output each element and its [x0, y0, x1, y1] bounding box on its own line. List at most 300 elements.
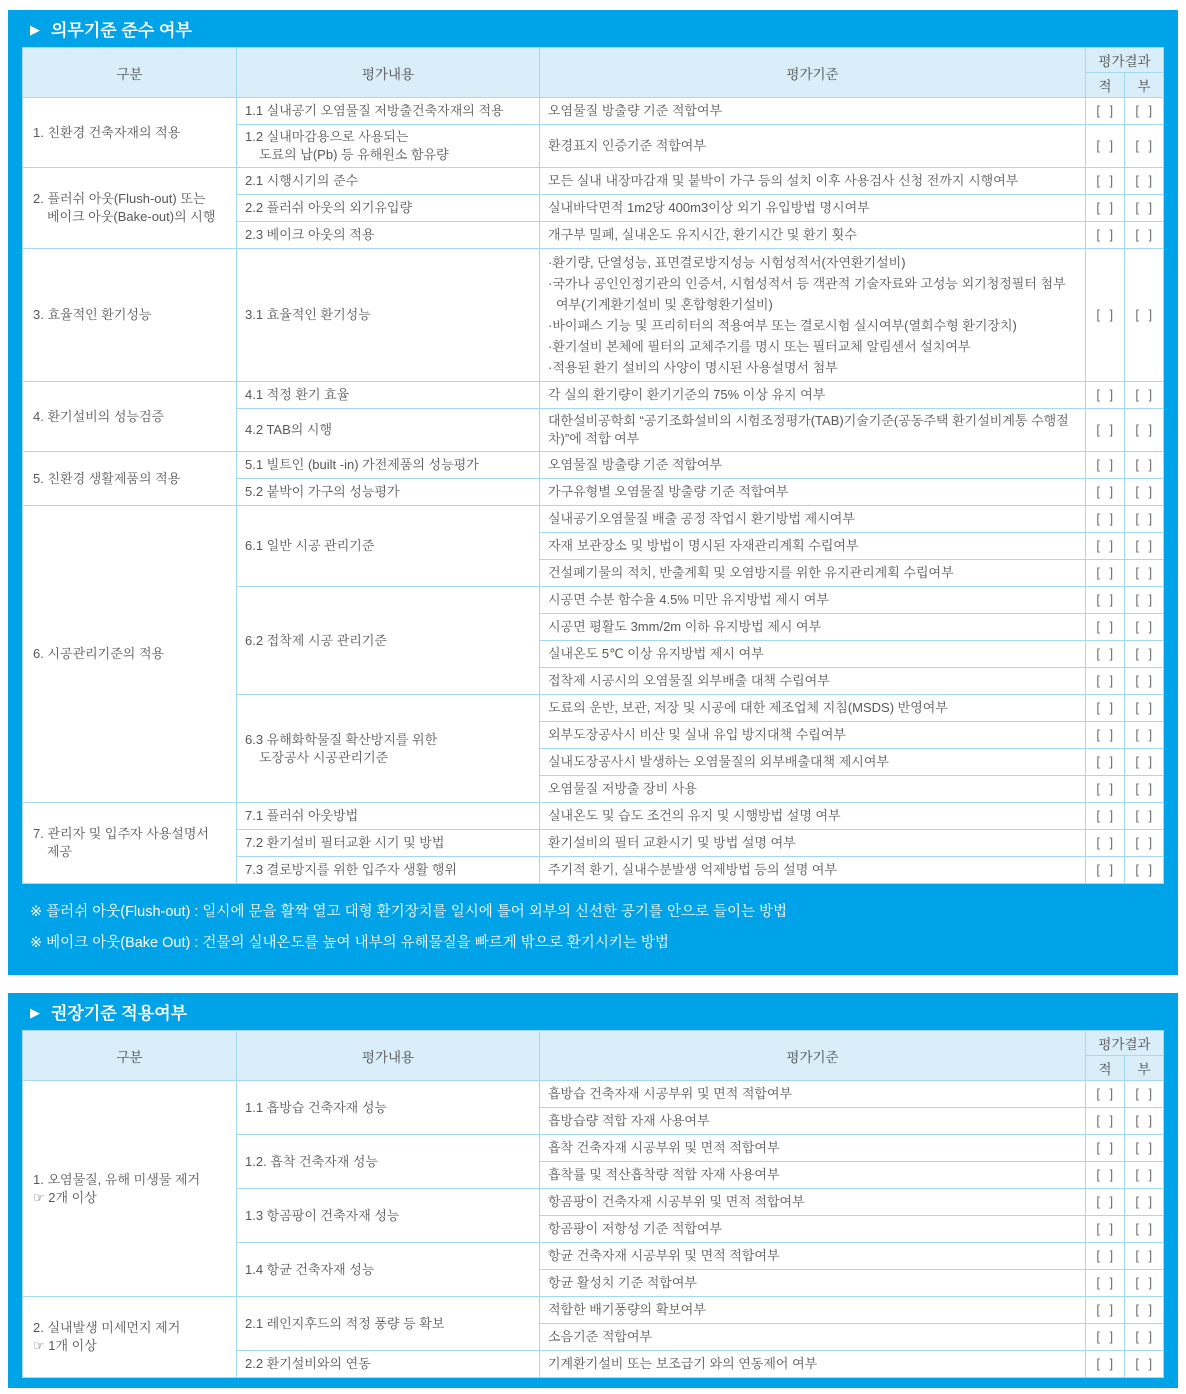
- checkbox-pass-cell[interactable]: [1086, 1135, 1125, 1162]
- checkbox-fail-cell[interactable]: [1125, 1135, 1164, 1162]
- checkbox-fail-brackets[interactable]: [ ]: [1135, 781, 1153, 796]
- checkbox-pass-brackets[interactable]: [ ]: [1096, 862, 1114, 877]
- criteria-cell: [540, 749, 1086, 776]
- checkbox-fail-cell[interactable]: [1125, 668, 1164, 695]
- content-line: 7.2 환기설비 필터교환 시기 및 방법: [245, 835, 445, 850]
- content-cell: [237, 1243, 540, 1297]
- criteria-cell: [540, 452, 1086, 479]
- checkbox-pass-cell[interactable]: [1086, 1297, 1125, 1324]
- checkbox-fail-cell[interactable]: [1125, 479, 1164, 506]
- checkbox-fail-cell[interactable]: [1125, 722, 1164, 749]
- category-cell: [23, 803, 237, 884]
- checkbox-fail-cell[interactable]: [1125, 125, 1164, 168]
- checkbox-fail-cell[interactable]: [1125, 749, 1164, 776]
- checkbox-fail-cell[interactable]: [1125, 1189, 1164, 1216]
- content-line: 2.1 시행시기의 준수: [245, 173, 359, 188]
- criteria-line: 도료의 운반, 보관, 저장 및 시공에 대한 제조업체 지침(MSDS) 반영여부: [548, 700, 948, 715]
- criteria-line: 가구유형별 오염물질 방출량 기준 적합여부: [548, 484, 789, 499]
- checkbox-fail-cell[interactable]: [1125, 641, 1164, 668]
- checkbox-fail-brackets[interactable]: [ ]: [1135, 700, 1153, 715]
- content-line: 7.3 결로방지를 위한 입주자 생활 행위: [245, 862, 457, 877]
- checkbox-fail-brackets[interactable]: [ ]: [1135, 511, 1153, 526]
- table-body: [23, 98, 1164, 884]
- checkbox-pass-cell[interactable]: [1086, 803, 1125, 830]
- criteria-line: ·바이패스 기능 및 프리히터의 적용여부 또는 결로시험 실시여부(열회수형 환기장치): [548, 318, 1017, 333]
- checkbox-pass-cell[interactable]: [1086, 1243, 1125, 1270]
- checkbox-fail-cell[interactable]: [1125, 249, 1164, 382]
- panel-title-mandatory: [22, 10, 1164, 47]
- content-line: 2.1 레인지후드의 적정 풍량 등 확보: [245, 1315, 445, 1331]
- criteria-cell: [540, 614, 1086, 641]
- checkbox-pass-brackets[interactable]: [ ]: [1096, 673, 1114, 688]
- criteria-line: 실내바닥면적 1m2당 400m3이상 외기 유입방법 명시여부: [548, 200, 870, 215]
- criteria-cell: [540, 249, 1086, 382]
- checkbox-pass-cell[interactable]: [1086, 1108, 1125, 1135]
- content-line: 4.1 적정 환기 효율: [245, 387, 350, 402]
- checkbox-fail-cell[interactable]: [1125, 1081, 1164, 1108]
- checkbox-fail-cell[interactable]: [1125, 776, 1164, 803]
- content-cell: [237, 1351, 540, 1378]
- checkbox-pass-cell[interactable]: [1086, 479, 1125, 506]
- checkbox-pass-cell[interactable]: [1086, 168, 1125, 195]
- checkbox-fail-cell[interactable]: [1125, 98, 1164, 125]
- checkbox-pass-cell[interactable]: [1086, 1270, 1125, 1297]
- checkbox-fail-cell[interactable]: [1125, 1243, 1164, 1270]
- criteria-line: 흡착 건축자재 시공부위 및 면적 적합여부: [548, 1140, 780, 1155]
- criteria-cell: [540, 803, 1086, 830]
- criteria-line: ·환기량, 단열성능, 표면결로방지성능 시험성적서(자연환기설비): [548, 255, 906, 270]
- checkbox-fail-brackets[interactable]: [ ]: [1135, 484, 1153, 499]
- criteria-line: 환기설비의 필터 교환시기 및 방법 설명 여부: [548, 835, 796, 850]
- criteria-line: 적합한 배기풍량의 확보여부: [548, 1302, 706, 1317]
- header-fail: 부: [1125, 1056, 1164, 1081]
- checkbox-pass-brackets[interactable]: [ ]: [1096, 700, 1114, 715]
- panel-mandatory-standards: [8, 10, 1178, 975]
- content-cell: [237, 587, 540, 695]
- criteria-line: 주기적 환기, 실내수분발생 억제방법 등의 설명 여부: [548, 862, 838, 877]
- criteria-line: ·국가나 공인인정기관의 인증서, 시험성적서 등 객관적 기술자료와 고성능 외기청정필터 첨부여부(기계환기설비 및 혼합형환기설비): [548, 276, 1066, 312]
- content-line: 2.2 플러쉬 아웃의 외기유입량: [245, 200, 413, 215]
- checkbox-pass-cell[interactable]: [1086, 1189, 1125, 1216]
- criteria-cell: [540, 1216, 1086, 1243]
- checkbox-fail-brackets[interactable]: [ ]: [1135, 1194, 1153, 1209]
- content-line: 5.1 빌트인 (built -in) 가전제품의 성능평가: [245, 457, 479, 472]
- checkbox-pass-cell[interactable]: [1086, 506, 1125, 533]
- criteria-line: 시공면 평활도 3mm/2m 이하 유지방법 제시 여부: [548, 619, 822, 634]
- checkbox-fail-cell[interactable]: [1125, 1216, 1164, 1243]
- checkbox-fail-brackets[interactable]: [ ]: [1135, 1356, 1153, 1371]
- content-line: 1.2 실내마감용으로 사용되는: [245, 129, 409, 144]
- criteria-row: [23, 98, 1164, 125]
- criteria-line: 외부도장공사시 비산 및 실내 유입 방지대책 수립여부: [548, 727, 846, 742]
- checkbox-fail-cell[interactable]: [1125, 168, 1164, 195]
- criteria-cell: [540, 560, 1086, 587]
- content-cell: [237, 1297, 540, 1351]
- criteria-cell: [540, 1162, 1086, 1189]
- footnote-bake-out: ※ 베이크 아웃(Bake Out) : 건물의 실내온도를 높여 내부의 유해물질을 빠르게 밖으로 환기시키는 방법: [30, 935, 669, 951]
- checkbox-pass-brackets[interactable]: [ ]: [1096, 565, 1114, 580]
- content-line: 1.3 항곰팡이 건축자재 성능: [245, 1207, 400, 1223]
- criteria-line: 흡착률 및 적산흡착량 적합 자재 사용여부: [548, 1167, 780, 1182]
- checkbox-pass-cell[interactable]: [1086, 249, 1125, 382]
- criteria-row: [23, 249, 1164, 382]
- content-line: 2.3 베이크 아웃의 적용: [245, 227, 375, 242]
- criteria-line: 시공면 수분 함수율 4.5% 미만 유지방법 제시 여부: [548, 592, 829, 607]
- category-line: ☞ 2개 이상: [33, 1189, 97, 1205]
- checkbox-fail-cell[interactable]: [1125, 1351, 1164, 1378]
- checkbox-fail-brackets[interactable]: [ ]: [1135, 457, 1153, 472]
- checkbox-pass-cell[interactable]: [1086, 722, 1125, 749]
- checkbox-pass-cell[interactable]: [1086, 98, 1125, 125]
- criteria-line: 흡방습 건축자재 시공부위 및 면적 적합여부: [548, 1086, 793, 1101]
- category-cell: [23, 1297, 237, 1378]
- checkbox-pass-brackets[interactable]: [ ]: [1096, 1275, 1114, 1290]
- criteria-cell: [540, 1189, 1086, 1216]
- checkbox-pass-brackets[interactable]: [ ]: [1096, 227, 1114, 242]
- criteria-line: 오염물질 저방출 장비 사용: [548, 781, 697, 796]
- checkbox-pass-cell[interactable]: [1086, 857, 1125, 884]
- criteria-cell: [540, 1081, 1086, 1108]
- checkbox-pass-cell[interactable]: [1086, 195, 1125, 222]
- criteria-cell: [540, 1270, 1086, 1297]
- criteria-cell: [540, 641, 1086, 668]
- criteria-cell: [540, 668, 1086, 695]
- checkbox-pass-brackets[interactable]: [ ]: [1096, 592, 1114, 607]
- content-line: 1.1 흡방습 건축자재 성능: [245, 1099, 387, 1115]
- checkbox-pass-brackets[interactable]: [ ]: [1096, 646, 1114, 661]
- category-cell: [23, 506, 237, 803]
- checkbox-fail-brackets[interactable]: [ ]: [1135, 103, 1153, 118]
- category-line: 베이크 아웃(Bake-out)의 시행: [47, 209, 216, 224]
- checkbox-fail-brackets[interactable]: [ ]: [1135, 200, 1153, 215]
- checkbox-fail-cell[interactable]: [1125, 506, 1164, 533]
- checkbox-fail-cell[interactable]: [1125, 1270, 1164, 1297]
- checkbox-pass-cell[interactable]: [1086, 776, 1125, 803]
- category-line: 4. 환기설비의 성능검증: [33, 408, 165, 424]
- checkbox-pass-brackets[interactable]: [ ]: [1096, 1329, 1114, 1344]
- header-row: [23, 48, 1164, 73]
- content-cell: [237, 452, 540, 479]
- checkbox-pass-cell[interactable]: [1086, 533, 1125, 560]
- checkbox-pass-cell[interactable]: [1086, 830, 1125, 857]
- criteria-cell: [540, 506, 1086, 533]
- checkbox-pass-brackets[interactable]: [ ]: [1096, 1356, 1114, 1371]
- criteria-line: 흡방습량 적합 자재 사용여부: [548, 1113, 710, 1128]
- content-cell: [237, 506, 540, 587]
- checkbox-pass-cell[interactable]: [1086, 222, 1125, 249]
- header-category: 구분: [23, 1031, 237, 1081]
- criteria-cell: [540, 98, 1086, 125]
- criteria-cell: [540, 830, 1086, 857]
- criteria-line: 접착제 시공시의 오염물질 외부배출 대책 수립여부: [548, 673, 830, 688]
- content-cell: [237, 168, 540, 195]
- checkbox-pass-brackets[interactable]: [ ]: [1096, 754, 1114, 769]
- content-line: 도장공사 시공관리기준: [259, 749, 389, 765]
- checkbox-fail-cell[interactable]: [1125, 1162, 1164, 1189]
- content-line: 4.2 TAB의 시행: [245, 422, 333, 437]
- checkbox-pass-brackets[interactable]: [ ]: [1096, 484, 1114, 499]
- mandatory-standards-table: [22, 47, 1164, 884]
- checkbox-fail-brackets[interactable]: [ ]: [1135, 619, 1153, 634]
- checkbox-pass-cell[interactable]: [1086, 1324, 1125, 1351]
- criteria-line: 항곰팡이 건축자재 시공부위 및 면적 적합여부: [548, 1194, 805, 1209]
- content-cell: [237, 98, 540, 125]
- checkbox-pass-cell[interactable]: [1086, 1162, 1125, 1189]
- footnotes: [22, 884, 1164, 965]
- checkbox-fail-brackets[interactable]: [ ]: [1135, 1221, 1153, 1236]
- content-line: 1.4 항균 건축자재 성능: [245, 1261, 375, 1277]
- category-line: 2. 실내발생 미세먼지 제거: [33, 1320, 181, 1335]
- checkbox-pass-brackets[interactable]: [ ]: [1096, 307, 1114, 322]
- criteria-cell: [540, 195, 1086, 222]
- content-cell: [237, 1189, 540, 1243]
- criteria-cell: [540, 533, 1086, 560]
- content-cell: [237, 222, 540, 249]
- checkbox-fail-brackets[interactable]: [ ]: [1135, 227, 1153, 242]
- category-line: ☞ 1개 이상: [33, 1338, 97, 1353]
- content-cell: [237, 830, 540, 857]
- checkbox-fail-brackets[interactable]: [ ]: [1135, 673, 1153, 688]
- checkbox-fail-brackets[interactable]: [ ]: [1135, 1086, 1153, 1101]
- criteria-row: [23, 803, 1164, 830]
- checkbox-fail-brackets[interactable]: [ ]: [1135, 538, 1153, 553]
- category-line: 2. 플러쉬 아웃(Flush-out) 또는: [33, 191, 206, 206]
- checkbox-pass-brackets[interactable]: [ ]: [1096, 200, 1114, 215]
- checkbox-pass-brackets[interactable]: [ ]: [1096, 1140, 1114, 1155]
- criteria-cell: [540, 479, 1086, 506]
- checkbox-fail-cell[interactable]: [1125, 857, 1164, 884]
- checkbox-fail-cell[interactable]: [1125, 195, 1164, 222]
- checkbox-fail-brackets[interactable]: [ ]: [1135, 754, 1153, 769]
- checkbox-fail-brackets[interactable]: [ ]: [1135, 1140, 1153, 1155]
- checkbox-fail-brackets[interactable]: [ ]: [1135, 1167, 1153, 1182]
- checkbox-pass-brackets[interactable]: [ ]: [1096, 835, 1114, 850]
- content-line: 6.3 유해화학물질 확산방지를 위한: [245, 731, 438, 747]
- checkbox-fail-cell[interactable]: [1125, 533, 1164, 560]
- checkbox-fail-cell[interactable]: [1125, 614, 1164, 641]
- checkbox-pass-brackets[interactable]: [ ]: [1096, 538, 1114, 553]
- category-cell: [23, 1081, 237, 1297]
- table-body: [23, 1081, 1164, 1378]
- header-pass: 적: [1086, 1056, 1125, 1081]
- criteria-cell: [540, 382, 1086, 409]
- checkbox-pass-brackets[interactable]: [ ]: [1096, 422, 1114, 437]
- criteria-line: 모든 실내 내장마감재 및 붙박이 가구 등의 설치 이후 사용검사 신청 전까지 시행여부: [548, 173, 1019, 188]
- criteria-line: 오염물질 방출량 기준 적합여부: [548, 103, 723, 118]
- criteria-row: [23, 506, 1164, 533]
- checkbox-pass-cell[interactable]: [1086, 668, 1125, 695]
- header-result: 평가결과: [1086, 48, 1164, 73]
- criteria-line: 자재 보관장소 및 방법이 명시된 자재관리계획 수립여부: [548, 538, 859, 553]
- criteria-line: 실내도장공사시 발생하는 오염물질의 외부배출대책 제시여부: [548, 754, 889, 769]
- checkbox-pass-cell[interactable]: [1086, 452, 1125, 479]
- checkbox-pass-brackets[interactable]: [ ]: [1096, 1302, 1114, 1317]
- content-line: 1.2. 흡착 건축자재 성능: [245, 1153, 378, 1169]
- criteria-line: 개구부 밀폐, 실내온도 유지시간, 환기시간 및 환기 횟수: [548, 227, 857, 242]
- checkbox-fail-brackets[interactable]: [ ]: [1135, 862, 1153, 877]
- content-cell: [237, 479, 540, 506]
- criteria-line: 대한설비공학회 “공기조화설비의 시험조정평가(TAB)기술기준(공동주택 환기설비계통 수행절차)”에 적합 여부: [548, 413, 1069, 446]
- header-category: 구분: [23, 48, 237, 98]
- criteria-cell: [540, 587, 1086, 614]
- checkbox-pass-brackets[interactable]: [ ]: [1096, 781, 1114, 796]
- checkbox-pass-brackets[interactable]: [ ]: [1096, 727, 1114, 742]
- checkbox-pass-brackets[interactable]: [ ]: [1096, 1167, 1114, 1182]
- category-cell: [23, 382, 237, 452]
- checkbox-pass-cell[interactable]: [1086, 125, 1125, 168]
- header-content: 평가내용: [237, 48, 540, 98]
- criteria-line: 소음기준 적합여부: [548, 1329, 653, 1344]
- checkbox-fail-brackets[interactable]: [ ]: [1135, 307, 1153, 322]
- criteria-cell: [540, 1351, 1086, 1378]
- criteria-line: 항곰팡이 저항성 기준 적합여부: [548, 1221, 723, 1236]
- criteria-row: [23, 1081, 1164, 1108]
- checkbox-fail-brackets[interactable]: [ ]: [1135, 646, 1153, 661]
- checkbox-fail-brackets[interactable]: [ ]: [1135, 1113, 1153, 1128]
- criteria-row: [23, 1297, 1164, 1324]
- checkbox-pass-cell[interactable]: [1086, 1351, 1125, 1378]
- checkbox-fail-brackets[interactable]: [ ]: [1135, 422, 1153, 437]
- checkbox-fail-brackets[interactable]: [ ]: [1135, 808, 1153, 823]
- checkbox-fail-brackets[interactable]: [ ]: [1135, 727, 1153, 742]
- content-line: 2.2 환기설비와의 연동: [245, 1356, 371, 1371]
- criteria-cell: [540, 168, 1086, 195]
- category-line: 제공: [47, 844, 73, 859]
- criteria-cell: [540, 1297, 1086, 1324]
- criteria-row: [23, 168, 1164, 195]
- checkbox-fail-brackets[interactable]: [ ]: [1135, 387, 1153, 402]
- criteria-cell: [540, 1243, 1086, 1270]
- criteria-cell: [540, 222, 1086, 249]
- checkbox-fail-cell[interactable]: [1125, 695, 1164, 722]
- criteria-line: 항균 건축자재 시공부위 및 면적 적합여부: [548, 1248, 780, 1263]
- checkbox-fail-brackets[interactable]: [ ]: [1135, 592, 1153, 607]
- checkbox-fail-cell[interactable]: [1125, 1108, 1164, 1135]
- triangle-bullet-icon: ▶: [30, 1005, 40, 1020]
- content-cell: [237, 125, 540, 168]
- checkbox-pass-cell[interactable]: [1086, 614, 1125, 641]
- checkbox-pass-brackets[interactable]: [ ]: [1096, 1221, 1114, 1236]
- criteria-line: 건설폐기물의 적치, 반출계획 및 오염방지를 위한 유지관리계획 수립여부: [548, 565, 954, 580]
- content-line: 6.2 접착제 시공 관리기준: [245, 632, 387, 648]
- checkbox-pass-cell[interactable]: [1086, 1216, 1125, 1243]
- checkbox-fail-cell[interactable]: [1125, 409, 1164, 452]
- checkbox-pass-cell[interactable]: [1086, 749, 1125, 776]
- checkbox-pass-brackets[interactable]: [ ]: [1096, 1086, 1114, 1101]
- content-cell: [237, 695, 540, 803]
- checkbox-fail-cell[interactable]: [1125, 1297, 1164, 1324]
- checkbox-fail-cell[interactable]: [1125, 587, 1164, 614]
- criteria-cell: [540, 695, 1086, 722]
- checkbox-pass-brackets[interactable]: [ ]: [1096, 103, 1114, 118]
- header-criteria: 평가기준: [540, 1031, 1086, 1081]
- checkbox-fail-brackets[interactable]: [ ]: [1135, 1248, 1153, 1263]
- content-line: 1.1 실내공기 오염물질 저방출건축자재의 적용: [245, 103, 504, 118]
- checkbox-pass-brackets[interactable]: [ ]: [1096, 138, 1114, 153]
- category-line: 1. 오염물질, 유해 미생물 제거: [33, 1171, 201, 1187]
- criteria-cell: [540, 1108, 1086, 1135]
- checkbox-fail-cell[interactable]: [1125, 452, 1164, 479]
- criteria-line: ·적용된 환기 설비의 사양이 명시된 사용설명서 첨부: [548, 360, 838, 375]
- header-content: 평가내용: [237, 1031, 540, 1081]
- category-line: 5. 친환경 생활제품의 적용: [33, 470, 181, 486]
- category-line: 3. 효율적인 환기성능: [33, 307, 152, 322]
- content-cell: [237, 195, 540, 222]
- content-cell: [237, 803, 540, 830]
- checkbox-fail-brackets[interactable]: [ ]: [1135, 1275, 1153, 1290]
- checkbox-pass-cell[interactable]: [1086, 409, 1125, 452]
- checkbox-pass-brackets[interactable]: [ ]: [1096, 1194, 1114, 1209]
- criteria-line: 실내온도 및 습도 조건의 유지 및 시행방법 설명 여부: [548, 808, 841, 823]
- checkbox-fail-cell[interactable]: [1125, 1324, 1164, 1351]
- checkbox-pass-brackets[interactable]: [ ]: [1096, 173, 1114, 188]
- checkbox-pass-cell[interactable]: [1086, 587, 1125, 614]
- checkbox-fail-brackets[interactable]: [ ]: [1135, 1329, 1153, 1344]
- checkbox-fail-brackets[interactable]: [ ]: [1135, 565, 1153, 580]
- category-line: 6. 시공관리기준의 적용: [33, 646, 165, 661]
- checkbox-fail-brackets[interactable]: [ ]: [1135, 1302, 1153, 1317]
- criteria-cell: [540, 857, 1086, 884]
- content-cell: [237, 857, 540, 884]
- criteria-cell: [540, 1324, 1086, 1351]
- content-line: 3.1 효율적인 환기성능: [245, 307, 371, 322]
- triangle-bullet-icon: ▶: [30, 22, 40, 37]
- checkbox-pass-brackets[interactable]: [ ]: [1096, 1248, 1114, 1263]
- panel-title-text: 의무기준 준수 여부: [51, 21, 192, 40]
- checkbox-pass-brackets[interactable]: [ ]: [1096, 511, 1114, 526]
- category-cell: [23, 98, 237, 168]
- checkbox-pass-cell[interactable]: [1086, 641, 1125, 668]
- checkbox-fail-cell[interactable]: [1125, 222, 1164, 249]
- category-line: 1. 친환경 건축자재의 적용: [33, 124, 181, 140]
- checkbox-pass-cell[interactable]: [1086, 1081, 1125, 1108]
- checkbox-pass-brackets[interactable]: [ ]: [1096, 387, 1114, 402]
- recommended-standards-table: [22, 1030, 1164, 1378]
- checkbox-pass-cell[interactable]: [1086, 560, 1125, 587]
- checkbox-fail-cell[interactable]: [1125, 560, 1164, 587]
- criteria-line: ·환기설비 본체에 필터의 교체주기를 명시 또는 필터교체 알림센서 설치여부: [548, 339, 971, 354]
- criteria-line: 기계환기설비 또는 보조급기 와의 연동제어 여부: [548, 1356, 818, 1371]
- checkbox-pass-brackets[interactable]: [ ]: [1096, 619, 1114, 634]
- content-line: 도료의 납(Pb) 등 유해원소 함유량: [259, 147, 449, 162]
- panel-recommended-standards: [8, 993, 1178, 1388]
- criteria-line: 실내온도 5℃ 이상 유지방법 제시 여부: [548, 646, 764, 661]
- checkbox-fail-cell[interactable]: [1125, 382, 1164, 409]
- criteria-cell: [540, 1135, 1086, 1162]
- category-cell: [23, 249, 237, 382]
- checkbox-pass-brackets[interactable]: [ ]: [1096, 1113, 1114, 1128]
- checkbox-fail-cell[interactable]: [1125, 803, 1164, 830]
- checkbox-fail-brackets[interactable]: [ ]: [1135, 138, 1153, 153]
- header-fail: 부: [1125, 73, 1164, 98]
- checkbox-fail-cell[interactable]: [1125, 830, 1164, 857]
- checkbox-pass-cell[interactable]: [1086, 382, 1125, 409]
- category-cell: [23, 452, 237, 506]
- checkbox-fail-brackets[interactable]: [ ]: [1135, 835, 1153, 850]
- header-pass: 적: [1086, 73, 1125, 98]
- content-cell: [237, 409, 540, 452]
- category-line: 7. 관리자 및 입주자 사용설명서: [33, 826, 209, 841]
- criteria-cell: [540, 409, 1086, 452]
- checkbox-pass-brackets[interactable]: [ ]: [1096, 457, 1114, 472]
- checkbox-fail-brackets[interactable]: [ ]: [1135, 173, 1153, 188]
- criteria-line: 항균 활성치 기준 적합여부: [548, 1275, 697, 1290]
- checkbox-pass-brackets[interactable]: [ ]: [1096, 808, 1114, 823]
- content-cell: [237, 1135, 540, 1189]
- category-cell: [23, 168, 237, 249]
- content-cell: [237, 249, 540, 382]
- checkbox-pass-cell[interactable]: [1086, 695, 1125, 722]
